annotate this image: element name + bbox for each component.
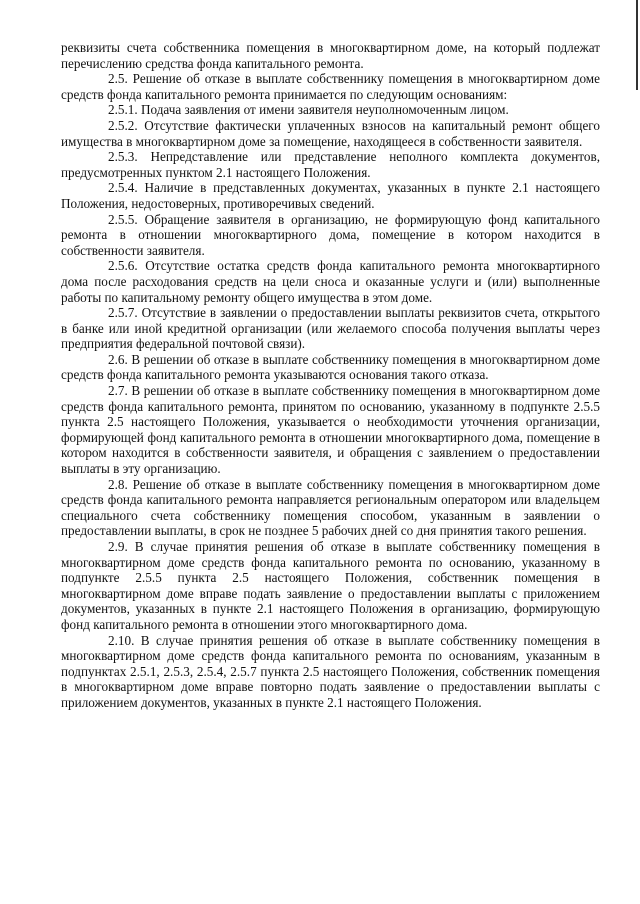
paragraph-2-5: 2.5. Решение об отказе в выплате собственнику помещения в многоквартирном доме средств фонда капитального ремонта принимается по следующим основаниям: [61,71,600,102]
paragraph-continuation: реквизиты счета собственника помещения в многоквартирном доме, на который подлежат перечислению средства фонда капитального ремонта. [61,40,600,71]
paragraph-2-5-5: 2.5.5. Обращение заявителя в организацию, не формирующую фонд капитального ремонта в отношении многоквартирного дома, помещение в котором находится в собственности заявителя. [61,211,600,258]
paragraph-2-8: 2.8. Решение об отказе в выплате собственнику помещения в многоквартирном доме средств фонда капитального ремонта направляется региональным оператором или владельцем специального счета собственнику помещения способом, указанным в заявлении о предоставлении выплаты, в срок не позднее 5 рабочих дней со дня принятия такого решения. [61,476,600,539]
paragraph-2-5-2: 2.5.2. Отсутствие фактически уплаченных взносов на капитальный ремонт общего имущества в многоквартирном доме за помещение, находящееся в собственности заявителя. [61,117,600,149]
paragraph-2-5-1: 2.5.1. Подача заявления от имени заявителя неуполномоченным лицом. [108,102,509,118]
paragraph-2-5-7: 2.5.7. Отсутствие в заявлении о предоставлении выплаты реквизитов счета, открытого в банке или иной кредитной организации (или желаемого способа получения выплаты через предприятия федеральной почтовой связи). [61,305,600,352]
document-body [61,40,600,711]
paragraph-2-10: 2.10. В случае принятия решения об отказе в выплате собственнику помещения в многоквартирном доме средств фонда капитального ремонта по основаниям, указанным в подпунктах 2.5.1, 2.5.3, 2.5.4, 2.5.7 пункта 2.5 настоящего Положения, собственник помещения в многоквартирном доме вправе повторно подать заявление о предоставлении выплаты с приложением документов, указанных в пункте 2.1 настоящего Положения. [61,632,600,710]
paragraph-2-5-3: 2.5.3. Непредставление или представление неполного комплекта документов, предусмотренных пунктом 2.1 настоящего Положения. [61,149,600,180]
paragraph-2-6: 2.6. В решении об отказе в выплате собственнику помещения в многоквартирном доме средств фонда капитального ремонта указываются основания такого отказа. [61,351,600,383]
paragraph-2-5-6: 2.5.6. Отсутствие остатка средств фонда капитального ремонта многоквартирного дома после расходования средств на цели сноса и оказанные услуги и (или) выполненные работы по капитальному ремонту общего имущества в этом доме. [61,258,600,305]
paragraph-2-9: 2.9. В случае принятия решения об отказе в выплате собственнику помещения в многоквартирном доме средств фонда капитального ремонта по основанию, указанному в подпункте 2.5.5 пункта 2.5 настоящего Положения, собственник помещения в многоквартирном доме вправе подать заявление о предоставлении выплаты с приложением документов, указанных в пункте 2.1 настоящего Положения в организацию, формирующую фонд капитального ремонта в отношении этого многоквартирного дома. [61,539,600,632]
paragraph-2-7: 2.7. В решении об отказе в выплате собственнику помещения в многоквартирном доме средств фонда капитального ремонта, принятом по основанию, указанному в подпункте 2.5.5 пункта 2.5 настоящего Положения, указывается о необходимости уточнения организации, формирующей фонд капитального ремонта в отношении многоквартирного дома, помещение в котором находится в собственности заявителя, и обращения с заявлением о предоставлении выплаты в эту организацию. [61,383,600,477]
scan-edge-mark [636,0,638,90]
paragraph-2-5-4: 2.5.4. Наличие в представленных документах, указанных в пункте 2.1 настоящего Положения, недостоверных, противоречивых сведений. [61,180,600,211]
